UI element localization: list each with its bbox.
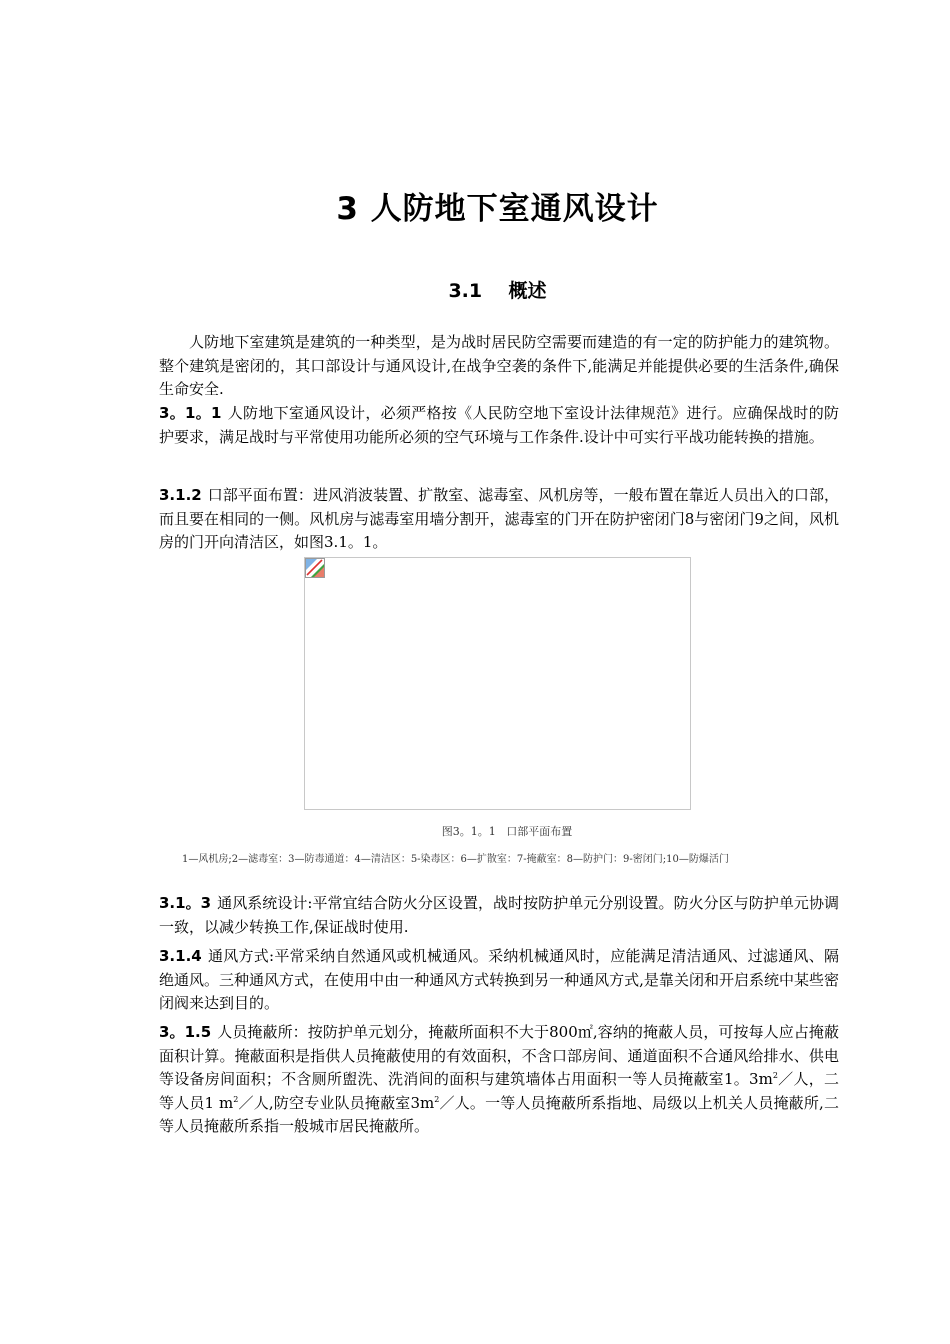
superscript: 2 — [772, 1071, 778, 1080]
clause-3-1-2 — [159, 484, 839, 555]
clause-text: 人防地下室通风设计，必须严格按《人民防空地下室设计法律规范》进行。应确保战时的防护要求，满足战时与平常使用功能所必须的空气环境与工作条件.设计中可实行平战功能转换的措施。 — [159, 404, 839, 446]
clause-number: 3.1.4 — [159, 947, 202, 965]
figure-image-placeholder — [304, 557, 691, 810]
clause-text: 口部平面布置：进风消波装置、扩散室、滤毒室、风机房等，一般布置在靠近人员出入的口部，而且要在相同的一侧。风机房与滤毒室用墙分割开，滤毒室的门开在防护密闭门8与密闭门9之间，风机房的门开向清洁区，如图3.1。1。 — [159, 486, 839, 551]
clause-number: 3。1.5 — [159, 1023, 212, 1041]
clause-number: 3。1。1 — [159, 404, 222, 422]
clause-number: 3.1。3 — [159, 894, 212, 912]
clause-3-1-3 — [159, 892, 839, 939]
clause-text-b: ／人，二等人员1 m — [159, 1070, 839, 1112]
section-title: 3.1 概述 — [448, 280, 547, 302]
broken-image-icon — [305, 558, 325, 578]
superscript: 2 — [434, 1094, 440, 1104]
figure-caption: 图3。1。1 口部平面布置 — [441, 825, 573, 838]
clause-text-a: 人员掩蔽所：按防护单元划分，掩蔽所面积不大于800㎡,容纳的掩蔽人员，可按每人应占掩蔽面积计算。掩蔽面积是指供人员掩蔽使用的有效面积，不含口部房间、通道面积不合通风给排水、供电等设备房间面积；不含厕所盥洗、洗消间的面积与建筑墙体占用面积一等人员掩蔽室1。3m — [159, 1023, 840, 1088]
clause-text-d: ／人。一等人员掩蔽所系指地、局级以上机关人员掩蔽所,二等人员掩蔽所系指一般城市居民掩蔽所。 — [159, 1093, 839, 1135]
chapter-title: 3 人防地下室通风设计 — [336, 191, 659, 227]
clause-3-1-4 — [159, 945, 839, 1016]
clause-text: 通风方式:平常采纳自然通风或机械通风。采纳机械通风时，应能满足清洁通风、过滤通风、隔绝通风。三种通风方式，在使用中由一种通风方式转换到另一种通风方式,是靠关闭和开启系统中某些密闭阀来达到目的。 — [159, 947, 839, 1012]
intro-paragraph: 人防地下室建筑是建筑的一种类型，是为战时居民防空需要而建造的有一定的防护能力的建筑物。整个建筑是密闭的，其口部设计与通风设计,在战争空袭的条件下,能满足并能提供必要的生活条件,确保生命安全. — [159, 333, 839, 398]
superscript: 2 — [233, 1094, 239, 1104]
clause-3-1-1 — [159, 402, 839, 449]
clause-text-c: ／人,防空专业队员掩蔽室3m — [238, 1093, 435, 1112]
clause-3-1-5 — [159, 1021, 839, 1139]
figure-legend: 1—风机房;2—滤毒室：3—防毒通道：4—清洁区：5-染毒区：6—扩散室：7-掩蔽室：8—防护门：9-密闭门;10—防爆活门 — [182, 854, 729, 865]
clause-number: 3.1.2 — [159, 486, 202, 504]
clause-text: 通风系统设计:平常宜结合防火分区设置，战时按防护单元分别设置。防火分区与防护单元协调一致，以减少转换工作,保证战时使用. — [159, 894, 840, 936]
